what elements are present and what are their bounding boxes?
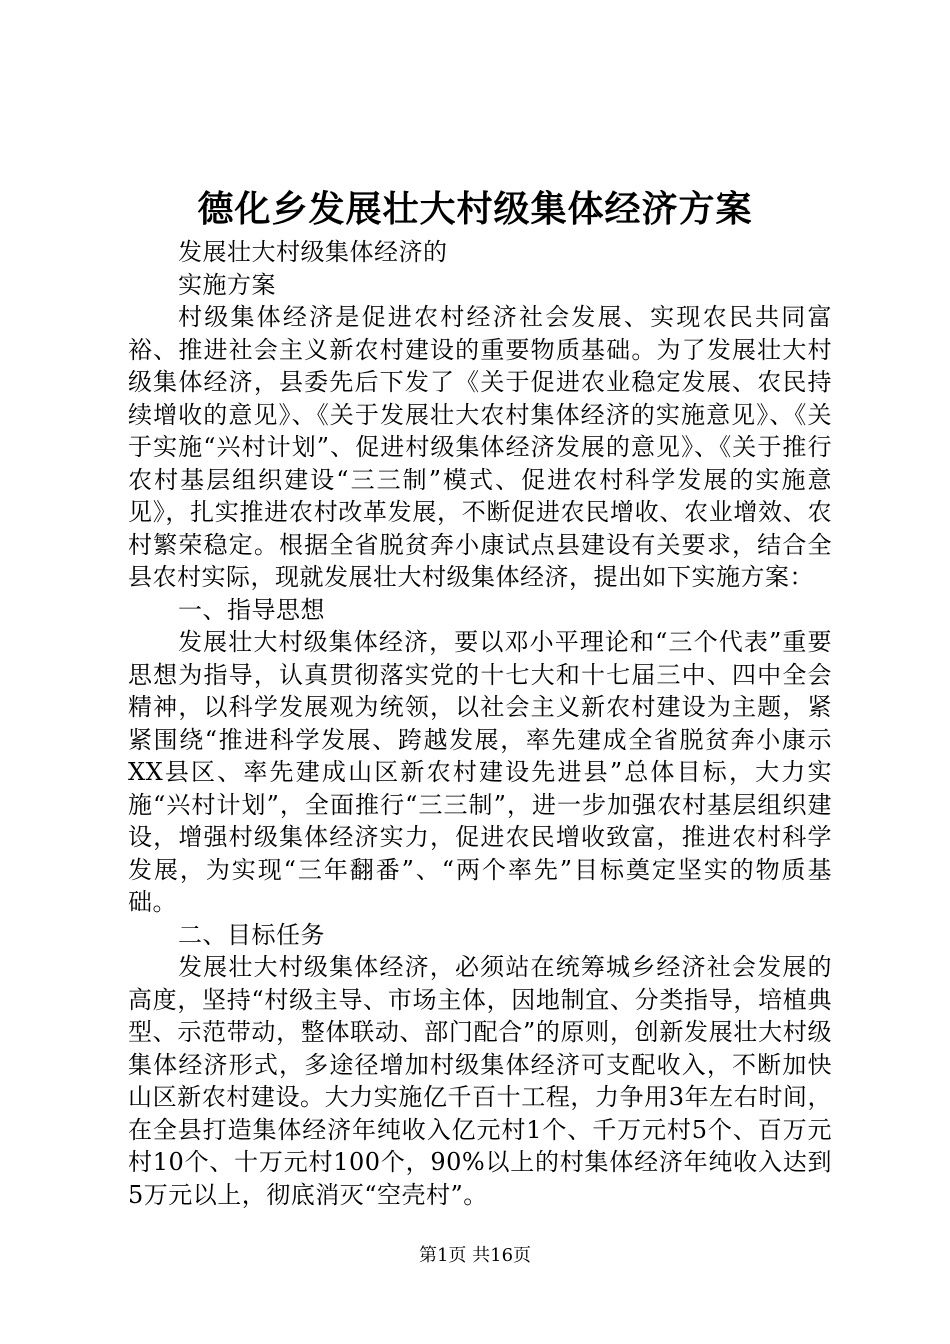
- paragraph-subtitle-1: 发展壮大村级集体经济的: [178, 238, 448, 266]
- section-heading-guiding-ideology: 一、指导思想: [178, 595, 325, 624]
- document-body: [128, 236, 832, 1211]
- page-footer: 第1页 共16页: [418, 1245, 532, 1266]
- document-title: 德化乡发展壮大村级集体经济方案: [197, 188, 753, 230]
- paragraph-guiding-ideology: 发展壮大村级集体经济，要以邓小平理论和“三个代表”重要思想为指导，认真贯彻落实党的十七大和十七届三中、四中全会精神，以科学发展观为统领，以社会主义新农村建设为主题，紧紧围绕“推进科学发展、跨越发展，率先建成全省脱贫奔小康示XX县区、率先建成山区新农村建设先进县”总体目标，大力实施“兴村计划”，全面推行“三三制”，进一步加强农村基层组织建设，增强村级集体经济实力，促进农民增收致富，推进农村科学发展，为实现“三年翻番”、“两个率先”目标奠定坚实的物质基础。: [128, 628, 832, 916]
- section-heading-goals: 二、目标任务: [178, 920, 325, 949]
- paragraph-goals: 发展壮大村级集体经济，必须站在统筹城乡经济社会发展的高度，坚持“村级主导、市场主体，因地制宜、分类指导，培植典型、示范带动，整体联动、部门配合”的原则，创新发展壮大村级集体经济形式，多途径增加村级集体经济可支配收入，不断加快山区新农村建设。大力实施亿千百十工程，力争用3年左右时间，在全县打造集体经济年纯收入亿元村1个、千万元村5个、百万元村10个、十万元村100个，90%以上的村集体经济年纯收入达到5万元以上，彻底消灭“空壳村”。: [128, 953, 832, 1209]
- paragraph-intro: 村级集体经济是促进农村经济社会发展、实现农民共同富裕、推进社会主义新农村建设的重要物质基础。为了发展壮大村级集体经济，县委先后下发了《关于促进农业稳定发展、农民持续增收的意见》、《关于发展壮大农村集体经济的实施意见》、《关于实施“兴村计划”、促进村级集体经济发展的意见》、《关于推行农村基层组织建设“三三制”模式、促进农村科学发展的实施意见》，扎实推进农村改革发展，不断促进农民增收、农业增效、农村繁荣稳定。根据全省脱贫奔小康试点县建设有关要求，结合全县农村实际，现就发展壮大村级集体经济，提出如下实施方案：: [128, 303, 832, 591]
- paragraph-subtitle-2: 实施方案: [178, 270, 276, 299]
